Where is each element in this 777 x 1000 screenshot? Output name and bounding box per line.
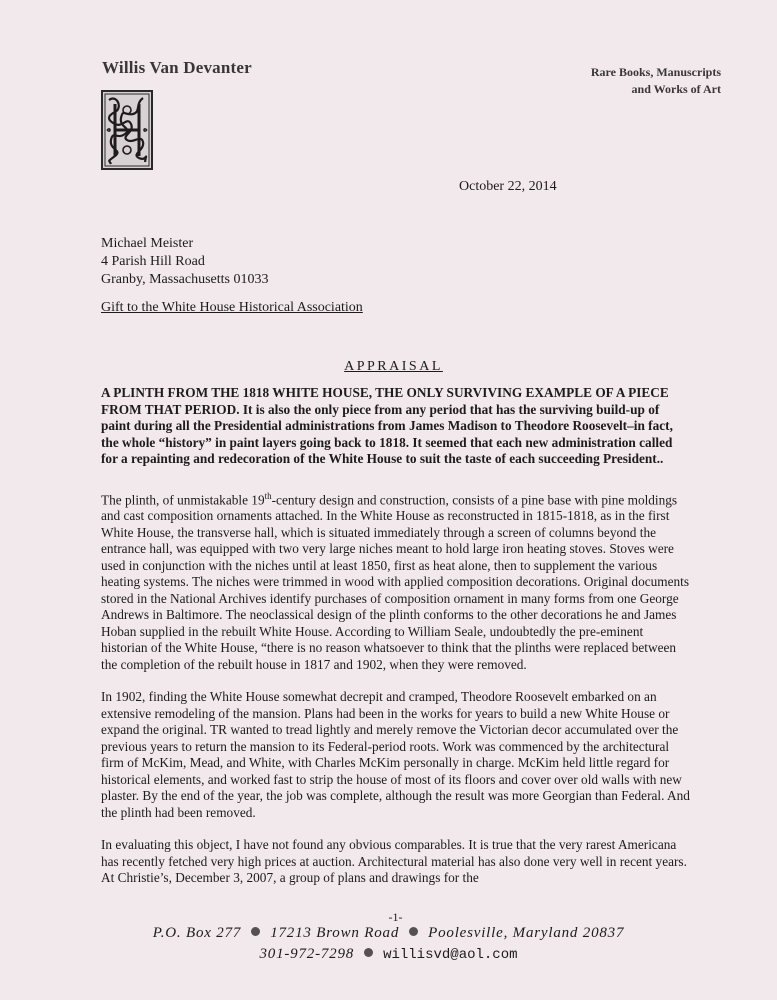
footer-po-box: P.O. Box 277 (152, 925, 242, 941)
recipient-name: Michael Meister (101, 236, 194, 251)
firm-name: Willis Van Devanter (102, 58, 252, 77)
recipient-city: Granby, Massachusetts 01033 (101, 272, 269, 287)
subject-line: Gift to the White House Historical Association (101, 300, 363, 315)
bullet-icon (251, 927, 260, 936)
bullet-icon (409, 927, 418, 936)
footer-address (0, 925, 777, 942)
footer-city: Poolesville, Maryland 20837 (428, 925, 625, 941)
paragraph-1-rest: It is also the only piece from any period that has the surviving build-up of paint during all the Presidential administrations from James Madison to Theodore Roosevelt–in fact, the whole “history” in paint layers going back to 1818. It seemed that each new administration called for a repainting and redecoration of the White House to suit the taste of each succeeding President.. (101, 401, 673, 466)
page-number: -1- (388, 910, 403, 924)
footer-phone: 301-972-7298 (259, 946, 355, 962)
paragraph-1 (101, 385, 691, 468)
paragraph-2-start: The plinth, of unmistakable 19 (101, 491, 265, 507)
paragraph-3: In 1902, finding the White House somewhat decrepit and cramped, Theodore Roosevelt embarked on an extensive remodeling of the mansion. Plans had been in the works for years to build a new White House or expand the original. TR wanted to tread lightly and merely remove the Victorian decor accumulated over the previous years to return the mansion to its Federal-period roots. Work was commenced by the architectural firm of McKim, Mead, and White, with Charles McKim personally in charge. McKim held little regard for historical elements, and worked fast to strip the house of most of its floors and cover over old walls with new plaster. By the end of the year, the job was complete, although the result was more Georgian than Federal. And the plinth had been removed. (101, 689, 690, 820)
ornamental-monogram-icon (101, 90, 153, 170)
letter-body (101, 385, 691, 903)
footer-contact (0, 946, 777, 963)
bullet-icon (364, 948, 373, 957)
paragraph-2-end: -century design and construction, consists of a pine base with pine moldings and cast composition ornaments attached. In the White House as reconstructed in 1815-1818, as in the first White House, the transverse hall, which is situated immediately through a screen of columns beyond the entrance hall, was equipped with two very large niches meant to hold large iron heating stoves. Stoves were used in conjunction with the niches until at least 1850, first as heat alone, then to supplement the various heating systems. The niches were trimmed in wood with applied composition decorations. Original documents stored in the National Archives identify purchases of composition ornament in many forms from one George Andrews in Baltimore. The neoclassical design of the plinth conforms to the other decorations he and James Hoban supplied in the rebuilt White House. According to William Seale, undoubtedly the pre-eminent historian of the White House, “there is no reason whatsoever to think that the plinths were replaced between the completion of the rebuilt house in 1817 and 1902, when they were removed. (101, 491, 690, 672)
appraisal-heading: APPRAISAL (344, 359, 443, 374)
tagline-line-1: Rare Books, Manuscripts (590, 65, 721, 79)
superscript-th: th (264, 490, 272, 501)
footer-email: willisvd@aol.com (383, 947, 518, 963)
letter-date: October 22, 2014 (459, 179, 557, 194)
paragraph-4: In evaluating this object, I have not found any obvious comparables. It is true that the very rarest Americana has recently fetched very high prices at auction. Architectural material has also done very well in recent years. At Christie’s, December 3, 2007, a group of plans and drawings for the (101, 837, 687, 886)
firm-tagline (591, 64, 721, 98)
tagline-line-2: and Works of Art (631, 82, 721, 96)
paragraph-2 (101, 488, 691, 674)
paragraph-1-caps: A PLINTH FROM THE 1818 WHITE HOUSE, THE ONLY SURVIVING EXAMPLE OF A PIECE FROM THAT PERIOD. (101, 385, 669, 417)
footer-road: 17213 Brown Road (270, 925, 400, 941)
recipient-street: 4 Parish Hill Road (101, 254, 205, 269)
recipient-address (101, 235, 268, 289)
